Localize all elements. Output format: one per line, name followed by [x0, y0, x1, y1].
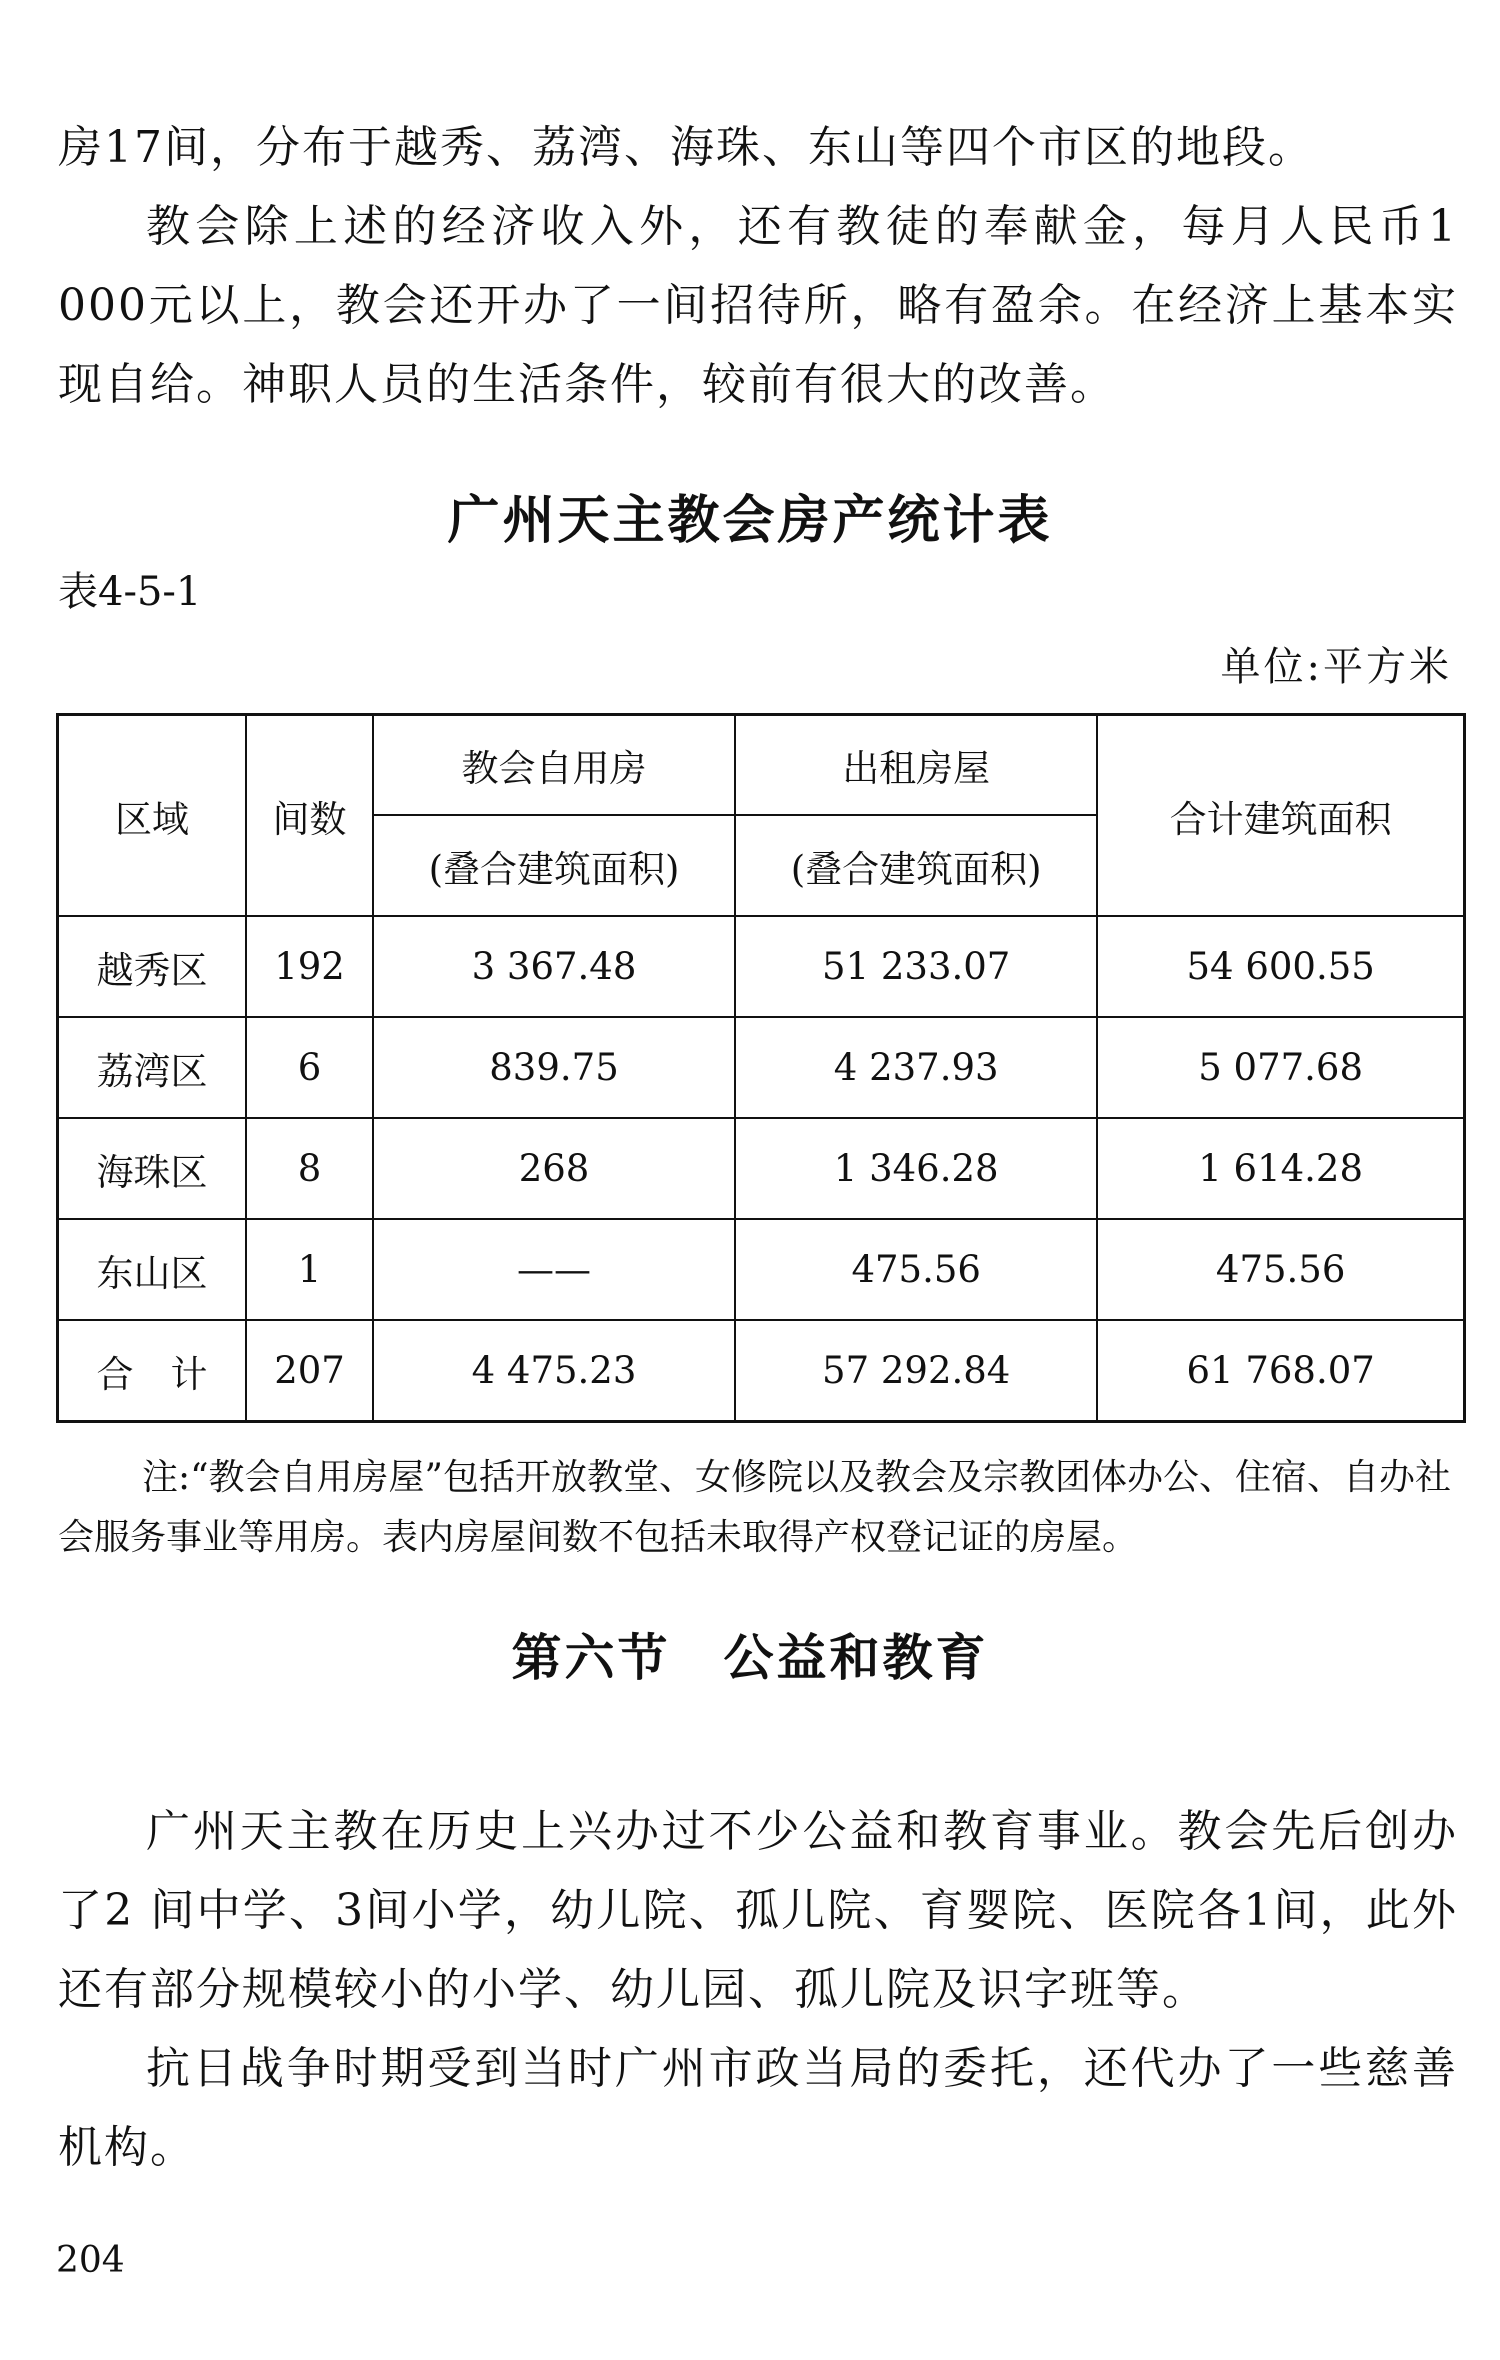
table-header-row: [58, 715, 1465, 816]
cell-self-use: 3 367.48: [373, 916, 735, 1017]
header-self-use: 教会自用房: [373, 715, 735, 816]
cell-count: 6: [246, 1017, 373, 1118]
section-paragraph-1: 广州天主教在历史上兴办过不少公益和教育事业。教会先后创办了2 间中学、3间小学，幼儿院、孤儿院、育婴院、医院各1间，此外还有部分规模较小的小学、幼儿园、孤儿院及识字班等。: [58, 1806, 1458, 2015]
property-statistics-table: [56, 713, 1466, 1423]
table-row: [58, 1017, 1465, 1118]
cell-total: 61 768.07: [1097, 1320, 1464, 1422]
table-row: [58, 1219, 1465, 1320]
table-number: 表4-5-1: [58, 569, 202, 615]
cell-self-use: 268: [373, 1118, 735, 1219]
cell-count: 1: [246, 1219, 373, 1320]
cell-region: 荔湾区: [58, 1017, 247, 1118]
table-row: [58, 916, 1465, 1017]
cell-region: 越秀区: [58, 916, 247, 1017]
cell-self-use: ——: [373, 1219, 735, 1320]
cell-total: 1 614.28: [1097, 1118, 1464, 1219]
cell-count: 8: [246, 1118, 373, 1219]
header-region: 区域: [58, 715, 247, 917]
cell-region: 东山区: [58, 1219, 247, 1320]
cell-count: 192: [246, 916, 373, 1017]
page-number: 204: [56, 2240, 125, 2281]
cell-region: 合 计: [58, 1320, 247, 1422]
cell-self-use: 839.75: [373, 1017, 735, 1118]
cell-rental: 51 233.07: [735, 916, 1097, 1017]
header-self-use-sub: (叠合建筑面积): [373, 815, 735, 916]
cell-self-use: 4 475.23: [373, 1320, 735, 1422]
table-unit: 单位:平方米: [1220, 644, 1452, 690]
header-total: 合计建筑面积: [1097, 715, 1464, 917]
cell-total: 5 077.68: [1097, 1017, 1464, 1118]
header-rental-sub: (叠合建筑面积): [735, 815, 1097, 916]
table-total-row: [58, 1320, 1465, 1422]
intro-continuation-text: 房17间，分布于越秀、荔湾、海珠、东山等四个市区的地段。: [58, 122, 1314, 173]
cell-rental: 57 292.84: [735, 1320, 1097, 1422]
cell-rental: 475.56: [735, 1219, 1097, 1320]
header-count: 间数: [246, 715, 373, 917]
cell-region: 海珠区: [58, 1118, 247, 1219]
header-rental: 出租房屋: [735, 715, 1097, 816]
section-title: 第六节 公益和教育: [511, 1629, 989, 1687]
cell-total: 475.56: [1097, 1219, 1464, 1320]
table-note: 注:“教会自用房屋”包括开放教堂、女修院以及教会及宗教团体办公、住宿、自办社会服务事业等用房。表内房屋间数不包括未取得产权登记证的房屋。: [58, 1457, 1451, 1558]
table-title: 广州天主教会房产统计表: [447, 491, 1053, 551]
cell-rental: 4 237.93: [735, 1017, 1097, 1118]
cell-count: 207: [246, 1320, 373, 1422]
section-paragraph-2: 抗日战争时期受到当时广州市政当局的委托，还代办了一些慈善机构。: [58, 2043, 1458, 2173]
cell-rental: 1 346.28: [735, 1118, 1097, 1219]
intro-paragraph: 教会除上述的经济收入外，还有教徒的奉献金，每月人民币1 000元以上，教会还开办了一间招待所，略有盈余。在经济上基本实现自给。神职人员的生活条件，较前有很大的改善。: [58, 201, 1458, 410]
cell-total: 54 600.55: [1097, 916, 1464, 1017]
table-row: [58, 1118, 1465, 1219]
